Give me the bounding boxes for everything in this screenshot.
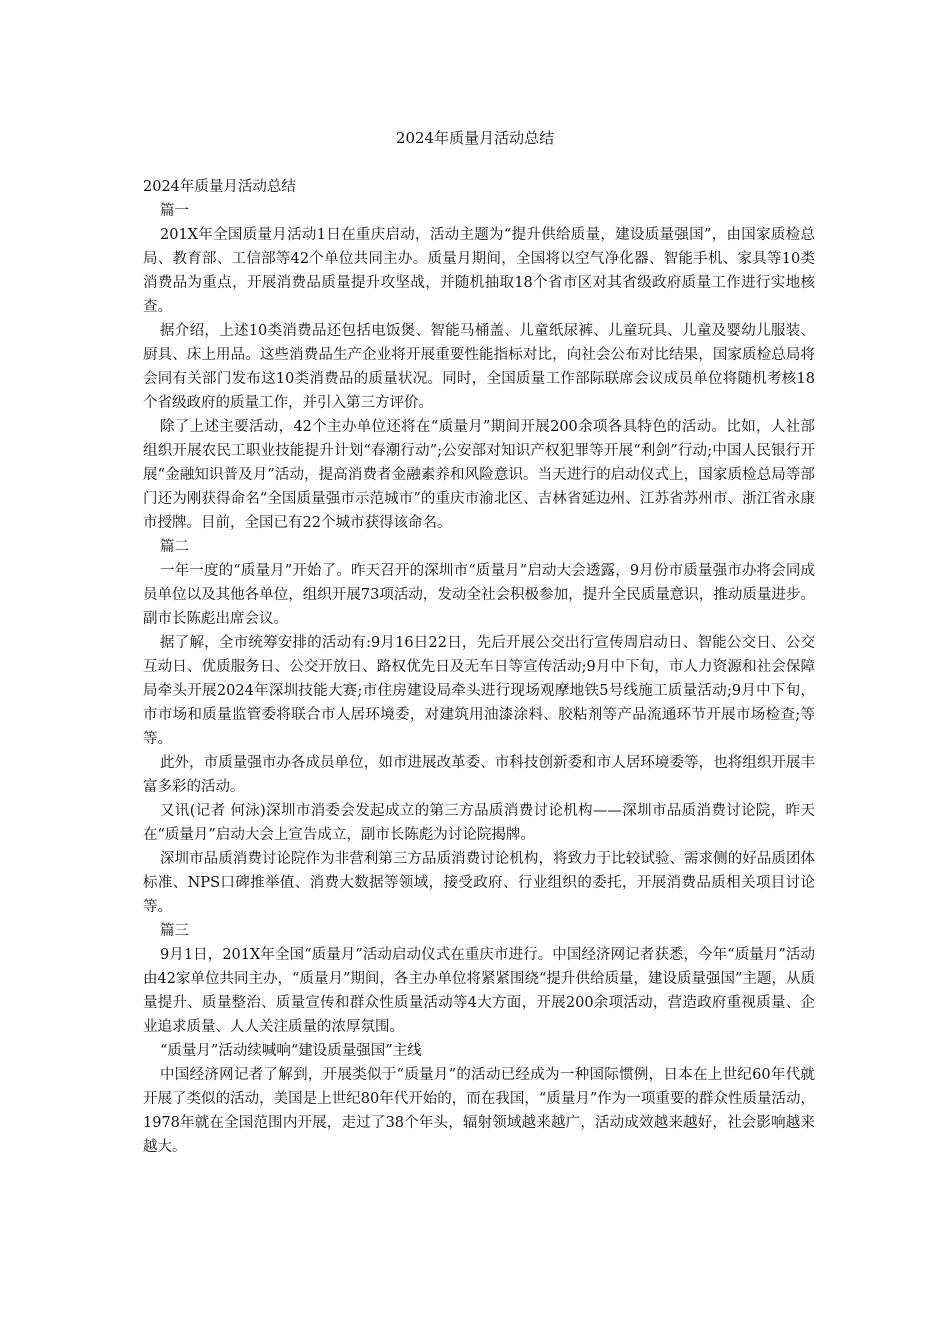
paragraph: 深圳市品质消费讨论院作为非营利第三方品质消费讨论机构，将致力于比较试验、需求侧的好品质团体标准、NPS口碑推举值、消费大数据等领域，接受政府、行业组织的委托，开展消费品质相关项目讨论等。 — [143, 851, 815, 915]
section-heading: 篇一 — [160, 203, 189, 219]
paragraph: 除了上述主要活动，42个主办单位还将在“质量月”期间开展200余项各具特色的活动。比如，人社部组织开展农民工职业技能提升计划“春潮行动”;公安部对知识产权犯罪等开展“利剑”行动;中国人民银行开展“金融知识普及月”活动，提高消费者金融素养和风险意识。当天进行的启动仪式上，国家质检总局等部门还为刚获得命名“全国质量强市示范城市”的重庆市渝北区、吉林省延边州、江苏省苏州市、浙江省永康市授牌。目前，全国已有22个城市获得该命名。 — [143, 419, 815, 531]
paragraph: 据了解，全市统筹安排的活动有:9月16日22日，先后开展公交出行宣传周启动日、智能公交日、公交互动日、优质服务日、公交开放日、路权优先日及无车日等宣传活动;9月中下旬，市人力资源和社会保障局牵头开展2024年深圳技能大赛;市住房建设局牵头进行现场观摩地铁5号线施工质量活动;9月中下旬，市市场和质量监管委将联合市人居环境委，对建筑用油漆涂料、胶粘剂等产品流通环节开展市场检查;等等。 — [143, 635, 815, 747]
section-heading: “质量月”活动续喊响“建设质量强国”主线 — [160, 1043, 422, 1059]
paragraph: 9月1日，201X年全国“质量月”活动启动仪式在重庆市进行。中国经济网记者获悉，今年“质量月”活动由42家单位共同主办，“质量月”期间，各主办单位将紧紧围绕“提升供给质量，建设质量强国”主题，从质量提升、质量整治、质量宣传和群众性质量活动等4大方面，开展200余项活动，营造政府重视质量、企业追求质量、人人关注质量的浓厚氛围。 — [143, 947, 815, 1035]
paragraph: 又讯(记者 何泳)深圳市消委会发起成立的第三方品质消费讨论机构——深圳市品质消费讨论院，昨天在“质量月”启动大会上宣告成立，副市长陈彪为讨论院揭牌。 — [143, 803, 815, 843]
paragraph: 一年一度的“质量月”开始了。昨天召开的深圳市“质量月”启动大会透露，9月份市质量强市办将会同成员单位以及其他各单位，组织开展73项活动，发动全社会积极参加，提升全民质量意识，推动质量进步。副市长陈彪出席会议。 — [143, 563, 815, 627]
section-heading: 篇二 — [160, 539, 189, 555]
paragraph: 201X年全国质量月活动1日在重庆启动，活动主题为“提升供给质量，建设质量强国”，由国家质检总局、教育部、工信部等42个单位共同主办。质量月期间，全国将以空气净化器、智能手机、家具等10类消费品为重点，开展消费品质量提升攻坚战，并随机抽取18个省市区对其省级政府质量工作进行实地核查。 — [143, 227, 815, 315]
document-body — [143, 175, 815, 1159]
paragraph-list — [143, 199, 815, 1159]
document-heading: 2024年质量月活动总结 — [143, 179, 296, 195]
paragraph: 据介绍，上述10类消费品还包括电饭煲、智能马桶盖、儿童纸尿裤、儿童玩具、儿童及婴幼儿服装、厨具、床上用品。这些消费品生产企业将开展重要性能指标对比，向社会公布对比结果，国家质检总局将会同有关部门发布这10类消费品的质量状况。同时，全国质量工作部际联席会议成员单位将随机考核18个省级政府的质量工作，并引入第三方评价。 — [143, 323, 815, 411]
paragraph: 此外，市质量强市办各成员单位，如市进展改革委、市科技创新委和市人居环境委等，也将组织开展丰富多彩的活动。 — [143, 755, 815, 795]
document-title: 2024年质量月活动总结 — [395, 129, 555, 147]
section-heading: 篇三 — [160, 923, 189, 939]
paragraph: 中国经济网记者了解到，开展类似于“质量月”的活动已经成为一种国际惯例，日本在上世纪60年代就开展了类似的活动，美国是上世纪80年代开始的，而在我国，“质量月”作为一项重要的群众性质量活动，1978年就在全国范围内开展，走过了38个年头，辐射领域越来越广，活动成效越来越好，社会影响越来越大。 — [143, 1067, 815, 1155]
